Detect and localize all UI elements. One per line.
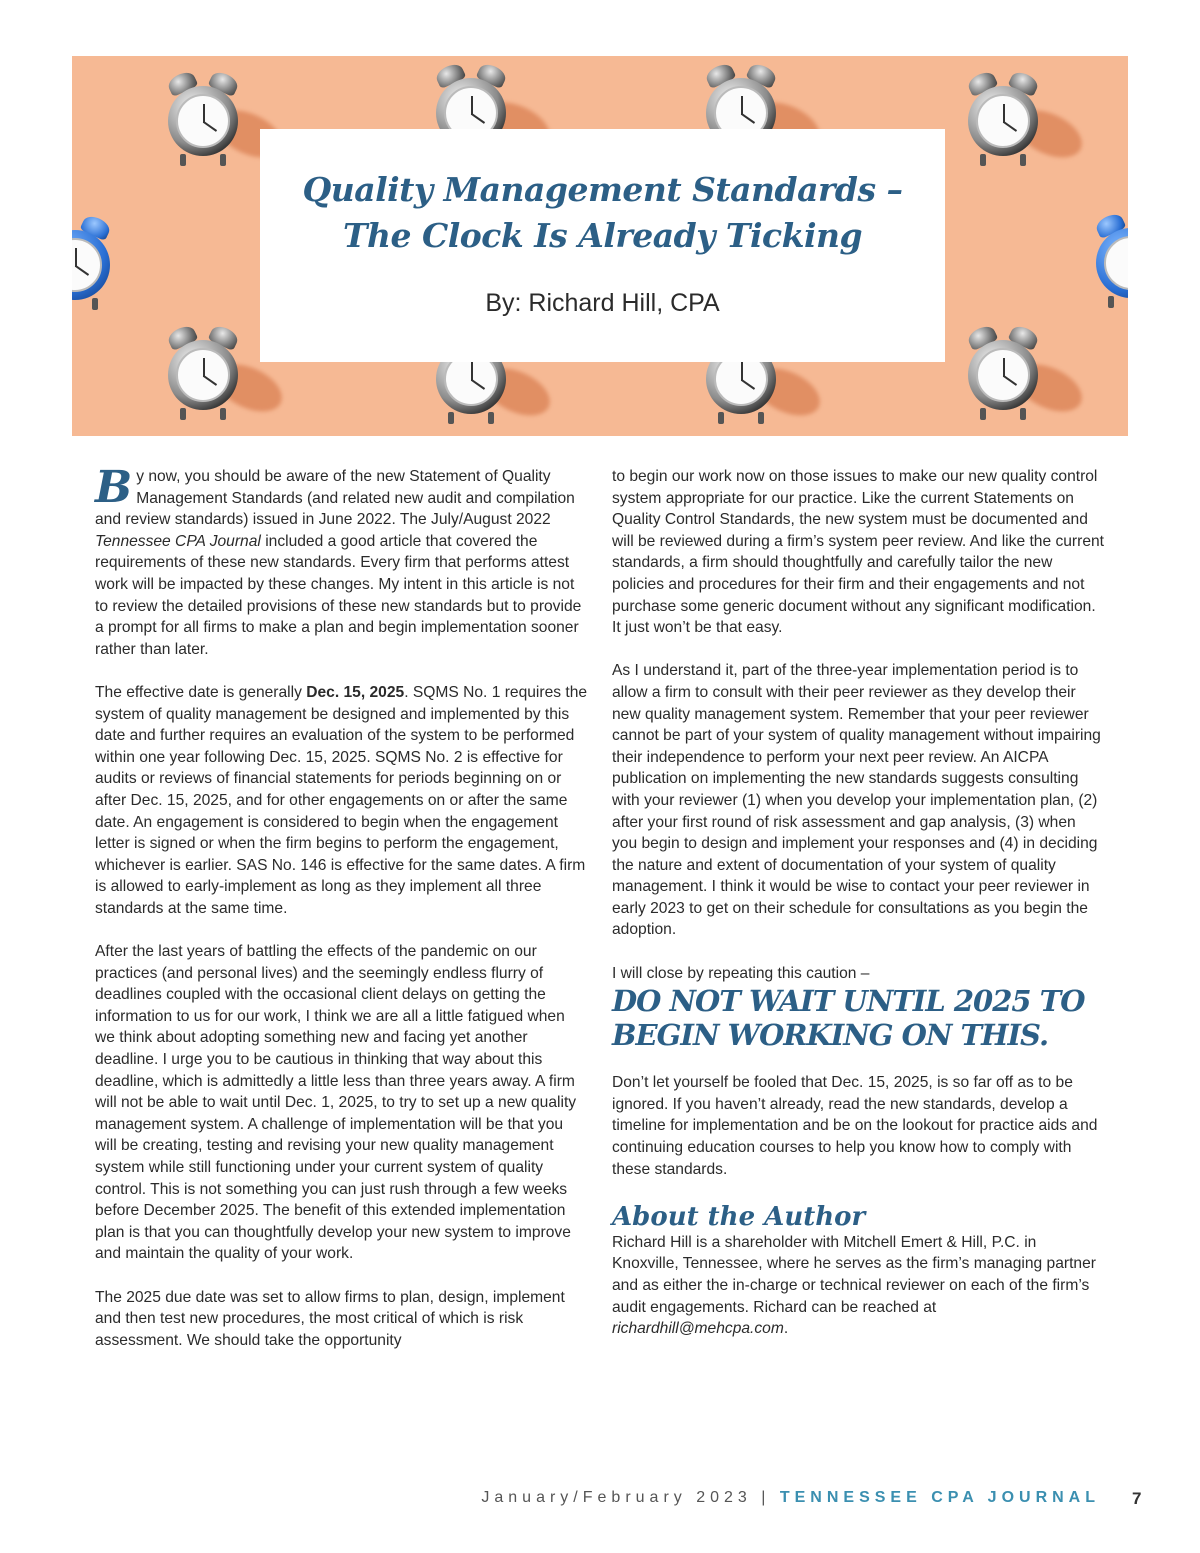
author-email-link[interactable]: richardhill@mehcpa.com: [612, 1320, 784, 1338]
byline: By: Richard Hill, CPA: [485, 289, 720, 317]
drop-cap: B: [95, 462, 133, 513]
right-column: [612, 466, 1104, 1361]
paragraph-effective-date: [95, 682, 589, 920]
paragraph-closing: I will close by repeating this caution –: [612, 964, 870, 982]
alarm-clock-icon: [964, 328, 1042, 420]
alarm-clock-icon: [164, 74, 242, 166]
alarm-clock-icon: [964, 74, 1042, 166]
alarm-clock-icon: [164, 328, 242, 420]
about-author-text: [612, 1232, 1104, 1340]
journal-name: TENNESSEE CPA JOURNAL: [779, 1489, 1100, 1506]
title-line-2: The Clock Is Already Ticking: [342, 216, 863, 255]
issue-date: January/February 2023 |: [481, 1489, 771, 1506]
paragraph-pandemic: After the last years of battling the effects of the pandemic on our practices (and personal lives) and the seemingly endless flurry of deadlines coupled with the occasional client delays on getting the information to us for our work, I think we are all a little fatigued when we think about adopting something new and facing yet another deadline. I urge you to be cautious in thinking that way about this deadline, which is admittedly a little less than three years away. A firm will not be able to wait until Dec. 1, 2025, to try to set up a new quality management system. A challenge of implementation will be that you will be creating, testing and revising your new quality management system while still functioning under your current system of quality control. This is not something you can just rush through a few weeks before December 2025. The benefit of this extended implementation plan is that you can thoughtfully develop your new system to improve and maintain the quality of your work.: [95, 943, 577, 1263]
title-line-1: Quality Management Standards –: [302, 170, 903, 209]
effective-date: Dec. 15, 2025: [306, 683, 405, 701]
article-title: [260, 167, 945, 259]
alarm-clock-icon: [1092, 216, 1128, 308]
alarm-clock-icon: [72, 218, 114, 310]
caution-callout: DO NOT WAIT UNTIL 2025 TO BEGIN WORKING ON THIS.: [612, 984, 1085, 1053]
left-column: [95, 462, 589, 1373]
page-footer: [380, 1489, 1100, 1507]
bio-end: .: [783, 1320, 789, 1338]
journal-reference: Tennessee CPA Journal: [95, 532, 261, 550]
about-author-heading: About the Author: [612, 1201, 866, 1232]
paragraph-final: Don’t let yourself be fooled that Dec. 15, 2025, is so far off as to be ignored. If you haven’t already, read the new standards, develop a timeline for implementation and be on the lookout for practice aids and continuing education courses to help you know how to comply with these standards.: [612, 1074, 1098, 1178]
title-box: [260, 129, 945, 362]
paragraph-text: included a good article that covered the requirements of these new standards. Every firm that performs attest work will be impacted by these changes. My intent in this article is not to review the detailed provisions of these new standards but to provide a prompt for all firms to make a plan and begin implementation sooner rather than later.: [95, 532, 582, 658]
paragraph-text: The effective date is generally: [95, 683, 307, 701]
paragraph-intro: [95, 462, 589, 660]
paragraph-peer-review: As I understand it, part of the three-year implementation period is to allow a firm to consult with their peer reviewer as they develop their new quality management system. Remember that your peer reviewer cannot be part of your system of quality management without impairing their independence to perform your next peer review. An AICPA publication on implementing the new standards suggests consulting with your reviewer (1) when you develop your implementation plan, (2) after your first round of risk assessment and gap analysis, (3) when you begin to design and implement your responses and (4) in deciding the nature and extent of documentation of your system of quality management. I think it would be wise to contact your peer reviewer in early 2023 to get on their schedule for consultations as you begin the adoption.: [612, 662, 1101, 939]
paragraph-due-date: The 2025 due date was set to allow firms to plan, design, implement and then test new procedures, the most critical of which is risk assessment. We should take the opportunity: [95, 1288, 565, 1349]
page-number: 7: [1132, 1489, 1142, 1508]
paragraph-text: y now, you should be aware of the new Statement of Quality Management Standards (and related new audit and compilation and review standards) issued in June 2022. The July/August 2022: [95, 468, 575, 529]
paragraph-text: . SQMS No. 1 requires the system of quality management be designed and implemented by this date and further requires an evaluation of the system to be performed within one year following Dec. 15, 2025. SQMS No. 2 is effective for audits or reviews of financial statements for periods beginning on or after Dec. 15, 2025, and for other engagements on or after the same date. An engagement is considered to begin when the engagement letter is signed or when the firm begins to perform the engagement, whichever is earlier. SAS No. 146 is effective for the same dates. A firm is allowed to early-implement as long as they implement all three standards at the same time.: [95, 683, 588, 917]
paragraph-continuation: to begin our work now on those issues to make our new quality control system appropriate for our practice. Like the current Statements on Quality Control Standards, the new system must be documented and will be reviewed during a firm’s system peer review. And like the current standards, a firm should thoughtfully and carefully tailor the new policies and procedures for their firm and their engagements and not purchase some generic document without any significant modification. It just won’t be that easy.: [612, 468, 1104, 637]
author-bio: Richard Hill is a shareholder with Mitchell Emert & Hill, P.C. in Knoxville, Tennessee, where he serves as the firm’s managing partner and as either the in-charge or technical reviewer on each of the firm’s audit engagements. Richard can be reached at: [612, 1233, 1096, 1316]
